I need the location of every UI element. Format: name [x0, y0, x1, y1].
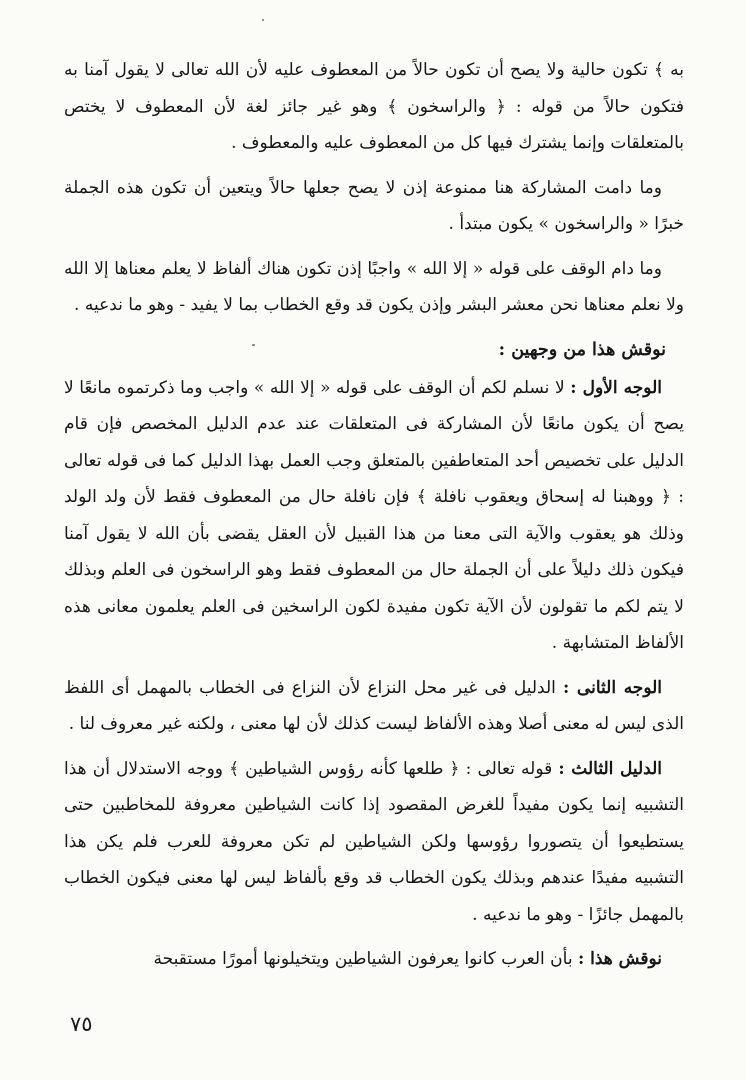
section-discussion: [64, 941, 684, 978]
section-label: الدليل الثالث :: [558, 758, 662, 779]
section-second-aspect: [64, 670, 684, 743]
section-first-aspect: [64, 370, 684, 662]
section-text: قوله تعالى : ﴿ طلعها كأنه رؤوس الشياطين ﴾ ووجه الاستدلال أن هذا التشبيه إنما يكون مفيداً للغرض المقصود إذا كانت الشياطين معروفة للمخاطبين حتى يستطيعوا أن يتصوروا رؤوسها ولكن الشياطين لم تكن معروفة للعرب فلم يكن هذا التشبيه مفيدًا عندهم وبذلك يكون الخطاب قد وقع بألفاظ ليس لها معنى فيكون الخطاب بالمهمل جائزًا - وهو ما ندعيه .: [64, 758, 684, 925]
section-label: نوقش هذا :: [577, 949, 662, 969]
section-text: لا نسلم لكم أن الوقف على قوله « إلا الله » واجب وما ذكرتموه مانعًا لا يصح أن يكون مانعًا لأن المشاركة فى المتعلقات عند عدم الدليل المخصص فإن قام الدليل على تخصيص أحد المتعاطفين بالمتعلق وجب العمل بهذا الدليل كما فى قوله تعالى : ﴿ ووهبنا له إسحاق ويعقوب نافلة ﴾ فإن نافلة حال من المعطوف فقط لأن ولد الولد وذلك هو يعقوب والآية التى معنا من هذا القبيل لأن العقل يقضى بأن الله لا يقول آمنا فيكون ذلك دليلاً على أن الجملة حال من المعطوف فقط وهو الراسخون فى العلم وبذلك لا يتم لكم ما تقولون لأن الآية تكون مفيدة لكون الراسخين فى العلم يعلمون معانى هذه الألفاظ المتشابهة .: [64, 377, 684, 653]
paragraph-3: وما دام الوقف على قوله « إلا الله » واجبًا إذن تكون هناك ألفاظ لا يعلم معناها إلا الله ولا نعلم معناها نحن معشر البشر وإذن يكون قد وقع الخطاب بما لا يفيد - وهو ما ندعيه .: [64, 258, 684, 315]
page-number: ٧٥: [70, 1012, 93, 1036]
section-text: بأن العرب كانوا يعرفون الشياطين ويتخيلونها أمورًا مستقبحة: [153, 949, 573, 969]
section-label: الوجه الثانى :: [563, 677, 662, 698]
paragraph-2: وما دامت المشاركة هنا ممنوعة إذن لا يصح جعلها حالاً ويتعين أن تكون هذه الجملة خبرًا « والراسخون » يكون مبتدأ .: [64, 177, 684, 234]
scan-speck: [252, 344, 255, 346]
book-page: [64, 52, 684, 1052]
discussion-heading: نوقش هذا من وجهين :: [498, 339, 666, 360]
paragraph-1: به ﴾ تكون حالية ولا يصح أن تكون حالاً من المعطوف عليه لأن الله تعالى لا يقول آمنا به فتكون حالاً من قوله : ﴿ والراسخون ﴾ وهو غير جائز لغة لأن المعطوف لا يختص بالمتعلقات وإنما يشترك فيها كل من المعطوف عليه والمعطوف .: [64, 60, 684, 153]
section-text: الدليل فى غير محل النزاع لأن النزاع فى الخطاب بالمهمل أى اللفظ الذى ليس له معنى أصلا وهذه الألفاظ ليست كذلك لأن لها معنى ، ولكنه غير معروف لنا .: [64, 677, 684, 734]
section-third-evidence: [64, 751, 684, 934]
scan-speck: [262, 19, 264, 21]
section-label: الوجه الأول :: [570, 377, 662, 398]
